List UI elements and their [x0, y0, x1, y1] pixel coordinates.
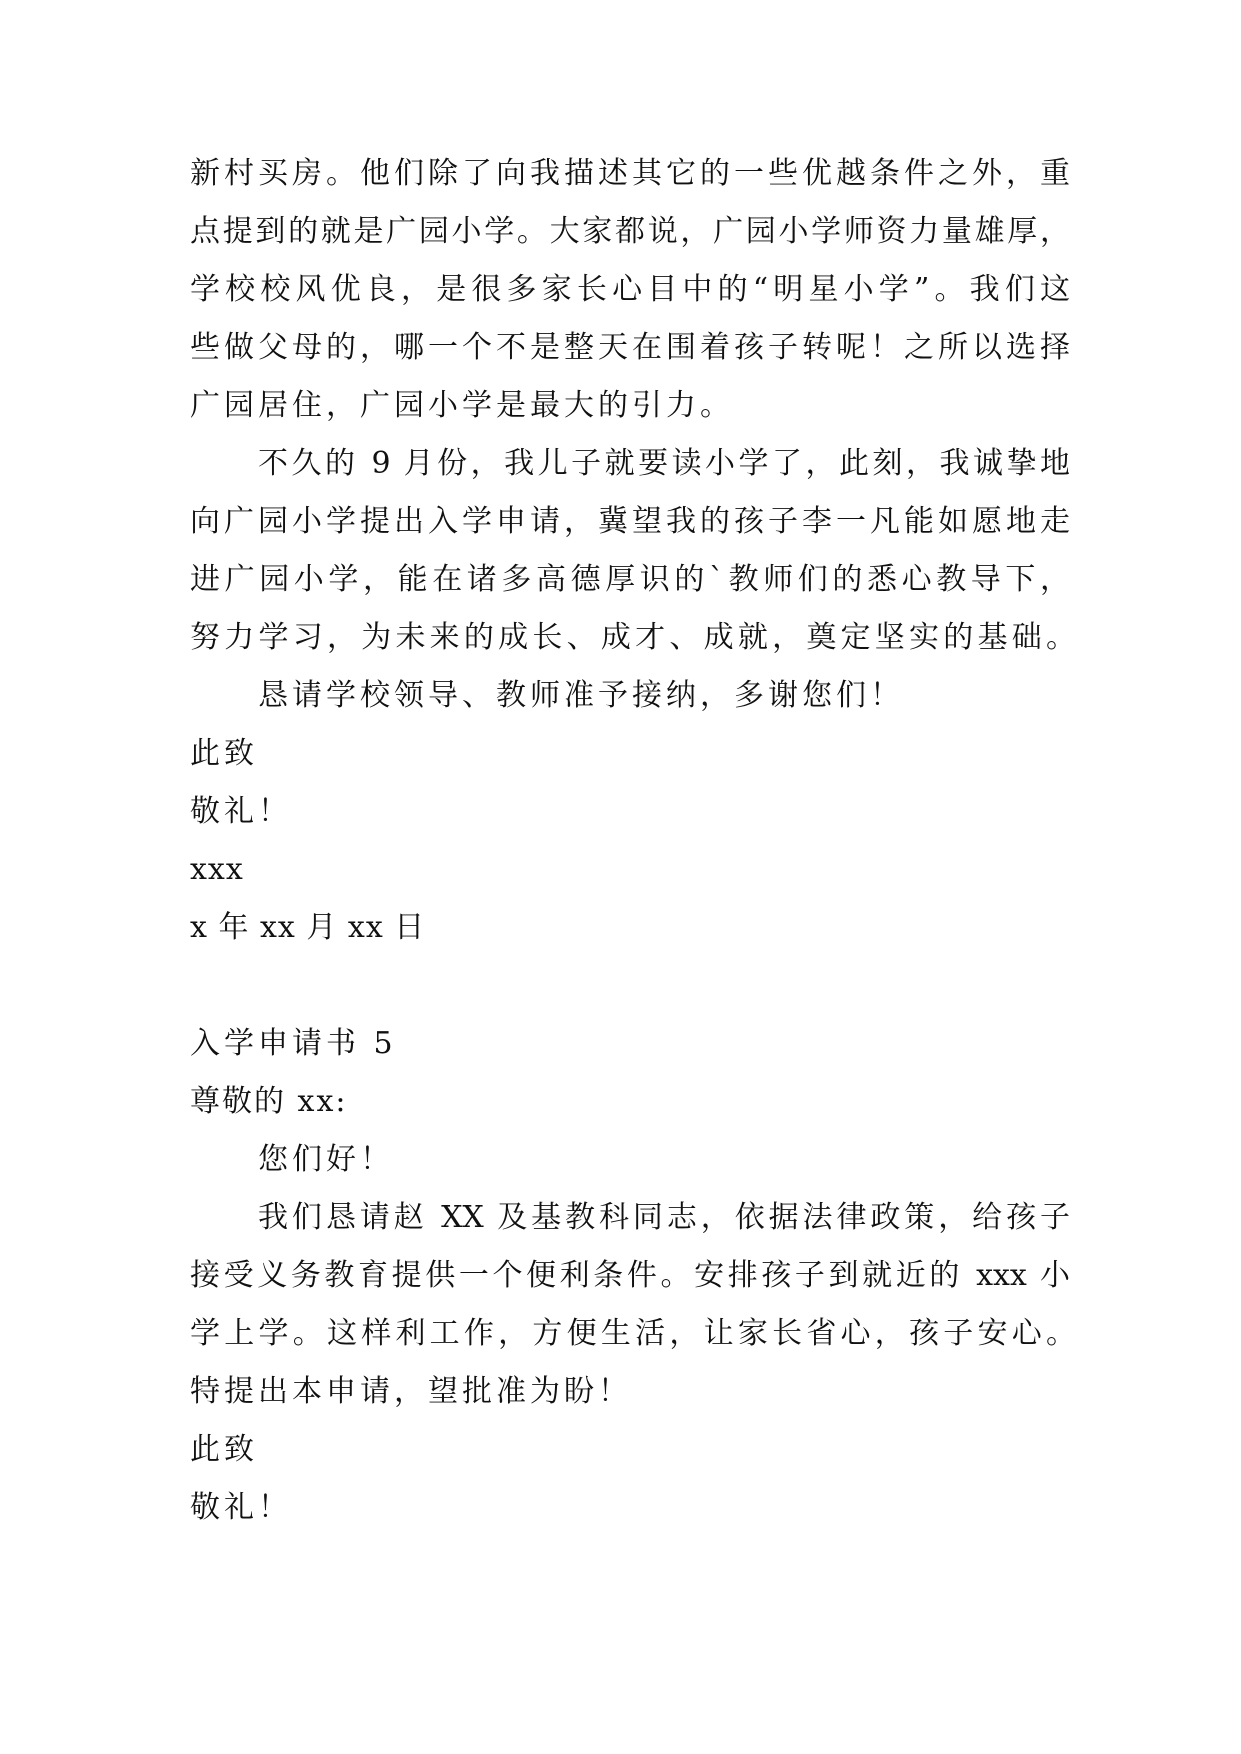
closing-cizhi: 此致 [190, 1432, 258, 1467]
paragraph-line: 点提到的就是广园小学。大家都说，广园小学师资力量雄厚， [190, 214, 1070, 249]
paragraph-line: 新村买房。他们除了向我描述其它的一些优越条件之外，重 [190, 156, 1070, 191]
paragraph-line: 向广园小学提出入学申请，冀望我的孩子李一凡能如愿地走 [190, 504, 1070, 539]
paragraph-line: 恳请学校领导、教师准予接纳，多谢您们！ [258, 678, 904, 713]
closing-jingli: 敬礼！ [190, 794, 292, 829]
paragraph-line: 些做父母的，哪一个不是整天在围着孩子转呢！之所以选择 [190, 330, 1070, 365]
paragraph-line: 我们恳请赵 XX 及基教科同志，依据法律政策，给孩子 [258, 1200, 1070, 1235]
date: x 年 xx 月 xx 日 [190, 910, 426, 945]
closing-jingli: 敬礼！ [190, 1490, 292, 1525]
letter-title: 入学申请书 5 [190, 1026, 397, 1061]
paragraph-line: 努力学习，为未来的成长、成才、成就，奠定坚实的基础。 [190, 620, 1076, 655]
paragraph-line: 接受义务教育提供一个便利条件。安排孩子到就近的 xxx 小 [190, 1258, 1070, 1293]
paragraph-line: 特提出本申请，望批准为盼！ [190, 1374, 632, 1409]
paragraph-line: 进广园小学，能在诸多高德厚识的`教师们的悉心教导下， [190, 562, 1070, 597]
paragraph-line: 广园居住，广园小学是最大的引力。 [190, 388, 734, 423]
paragraph-line: 不久的 9 月份，我儿子就要读小学了，此刻，我诚挚地 [258, 446, 1070, 481]
signature: xxx [190, 852, 244, 887]
greeting: 您们好！ [258, 1142, 394, 1177]
closing-cizhi: 此致 [190, 736, 258, 771]
salutation: 尊敬的 xx: [190, 1084, 348, 1119]
paragraph-line: 学上学。这样利工作，方便生活，让家长省心，孩子安心。 [190, 1316, 1076, 1351]
paragraph-line: 学校校风优良，是很多家长心目中的“明星小学”。我们这 [190, 272, 1070, 307]
